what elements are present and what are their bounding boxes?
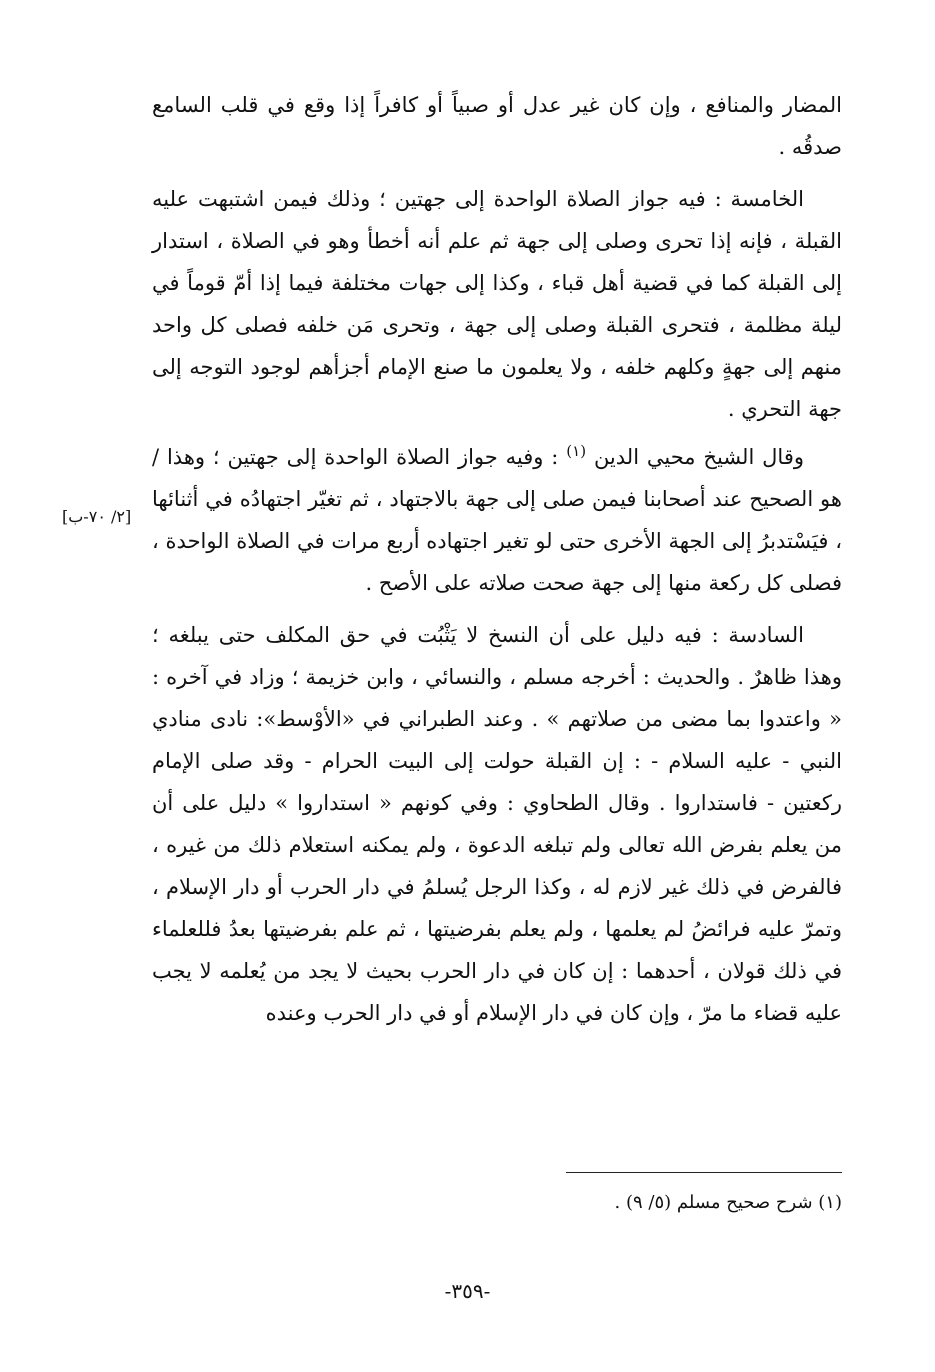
paragraph-gap	[152, 604, 842, 614]
paragraph-3-rest: : وفيه جواز الصلاة الواحدة إلى جهتين ؛ وهذا / هو الصحيح عند أصحابنا فيمن صلى إلى جهة بالاجتهاد ، ثم تغيّر اجتهادُه في أثنائها ، فيَسْتدبرُ إلى الجهة الأخرى حتى لو تغير اجتهاده أربع مرات في الصلاة الواحدة ، فصلى كل ركعة منها إلى جهة صحت صلاته على الأصح .	[152, 445, 842, 595]
paragraph-2: الخامسة : فيه جواز الصلاة الواحدة إلى جهتين ؛ وذلك فيمن اشتبهت عليه القبلة ، فإنه إذا تحرى وصلى إلى جهة ثم علم أنه أخطأ وهو في الصلاة ، استدار إلى القبلة كما في قضية أهل قباء ، وكذا إلى جهات مختلفة فيما إذا أمّ قوماً في ليلة مظلمة ، فتحرى القبلة وصلى إلى جهة ، وتحرى مَن خلفه فصلى كل واحد منهم إلى جهةٍ وكلهم خلفه ، ولا يعلمون ما صنع الإمام أجزأهم لوجود التوجه إلى جهة التحري .	[152, 187, 842, 421]
footnote: (١) شرح صحيح مسلم (٥/ ٩) .	[614, 1192, 842, 1213]
paragraph-3	[152, 430, 842, 604]
manuscript-folio-reference: [٢/ ٧٠-ب]	[62, 507, 132, 526]
paragraph-4: السادسة : فيه دليل على أن النسخ لا يَثْبُت في حق المكلف حتى يبلغه ؛ وهذا ظاهرٌ . والحديث : أخرجه مسلم ، والنسائي ، وابن خزيمة ؛ وزاد في آخره : « واعتدوا بما مضى من صلاتهم » . وعند الطبراني في «الأوْسط»: نادى منادي النبي - عليه السلام - : إن القبلة حولت إلى البيت الحرام - وقد صلى الإمام ركعتين - فاستداروا . وقال الطحاوي : وفي كونهم « استداروا » دليل على أن من يعلم بفرض الله تعالى ولم تبلغه الدعوة ، ولم يمكنه استعلام ذلك من غيره ، فالفرض في ذلك غير لازم له ، وكذا الرجل يُسلمُ في دار الحرب أو دار الإسلام ، وتمرّ عليه فرائضُ لم يعلمها ، ولم يعلم بفرضيتها ، ثم علم بفرضيتها بعدُ فللعلماء في ذلك قولان ، أحدهما : إن كان في دار الحرب بحيث لا يجد من يُعلمه لا يجب عليه قضاء ما مرّ ، وإن كان في دار الإسلام أو في دار الحرب وعنده	[152, 623, 842, 1025]
footnote-divider	[566, 1172, 842, 1173]
page-number: -٣٥٩-	[444, 1279, 491, 1303]
paragraph-3-start: وقال الشيخ محيي الدين	[593, 445, 805, 469]
main-text	[152, 84, 842, 1034]
footnote-reference: (١)	[566, 442, 587, 460]
paragraph-gap	[152, 168, 842, 178]
paragraph-1: المضار والمنافع ، وإن كان غير عدل أو صبياً أو كافراً إذا وقع في قلب السامع صدقُه .	[152, 93, 842, 159]
